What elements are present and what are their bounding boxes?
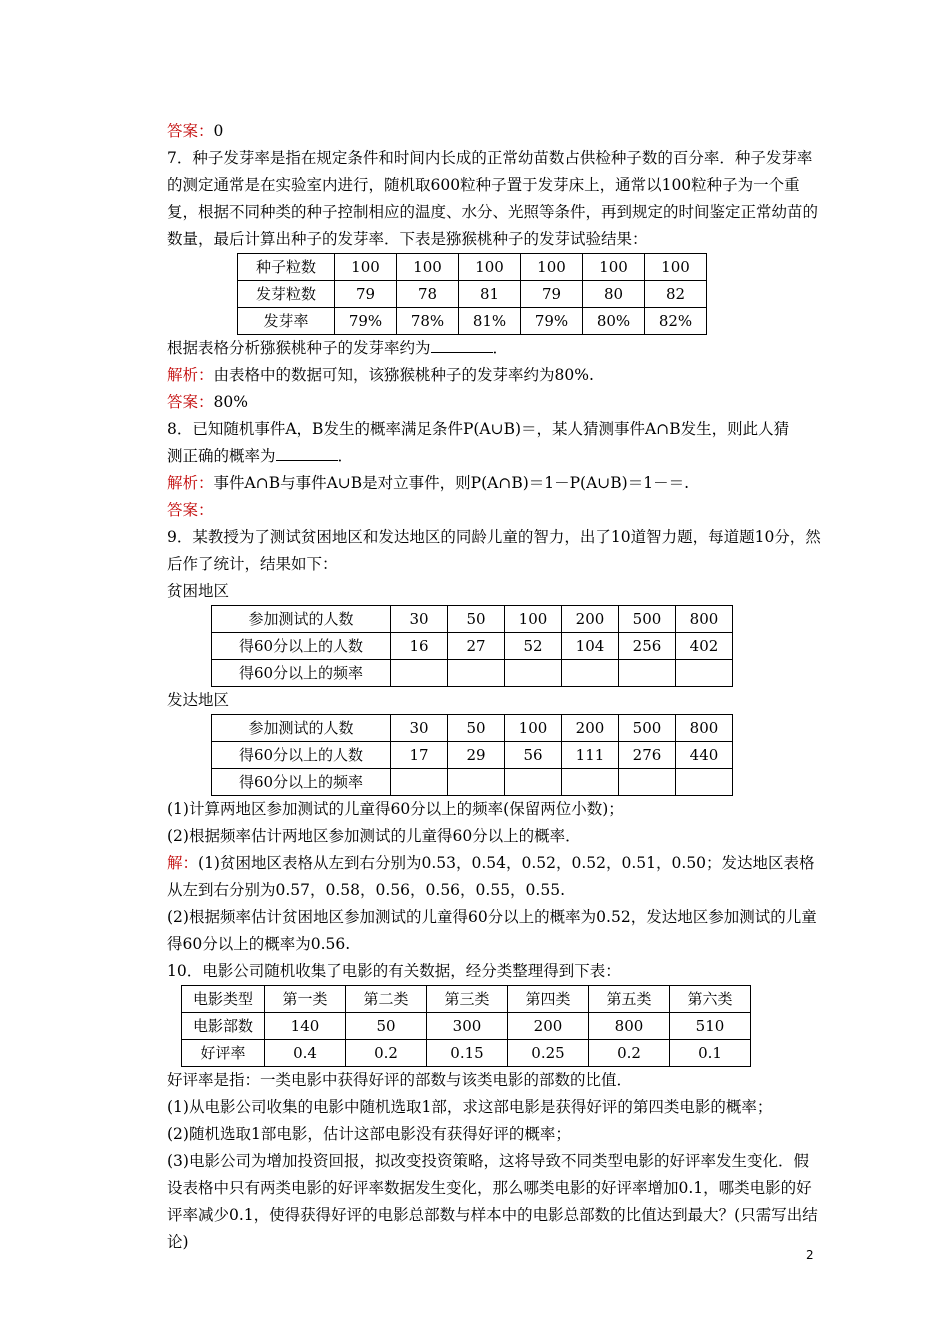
q9-text: 9．某教授为了测试贫困地区和发达地区的同龄儿童的智力，出了10道智力题，每道题10分，然后作了统计，结果如下： xyxy=(167,528,821,573)
q10-note: 好评率是指：一类电影中获得好评的部数与该类电影的部数的比值． xyxy=(167,1071,633,1089)
answer-blank xyxy=(276,446,338,461)
answer-value: 0 xyxy=(213,122,224,140)
table-row: 电影部数 140 50 300 200 800 510 xyxy=(182,1013,751,1040)
answer-label: 答案： xyxy=(167,122,214,140)
table-row: 参加测试的人数 30 50 100 200 500 800 xyxy=(212,606,733,633)
page-number: 2 xyxy=(806,1248,814,1262)
q9-solution1: 解：(1)贫困地区表格从左到右分别为0.53，0.54，0.52，0.52，0.51，0.50；发达地区表格从左到右分别为0.57，0.58，0.56，0.56，0.55，0.55. xyxy=(167,854,815,899)
q8-question: 测正确的概率为 ． xyxy=(167,447,354,465)
table-row: 种子粒数 100 100 100 100 100 100 xyxy=(238,254,707,281)
q10-table xyxy=(181,985,751,1067)
answer-blank xyxy=(431,338,493,353)
q9-region1: 贫困地区 xyxy=(167,582,230,600)
q8-answer: 答案： xyxy=(167,501,214,519)
q9-solution2: (2)根据频率估计贫困地区参加测试的儿童得60分以上的概率为0.52，发达地区参加测试的儿童得60分以上的概率为0.56. xyxy=(167,908,817,953)
table-row: 得60分以上的人数 16 27 52 104 256 402 xyxy=(212,633,733,660)
q9-region2: 发达地区 xyxy=(167,691,230,709)
document-content xyxy=(167,118,824,1256)
table-row: 得60分以上的人数 17 29 56 111 276 440 xyxy=(212,742,733,769)
q7-answer: 答案：80% xyxy=(167,393,248,411)
q7-table xyxy=(237,253,707,335)
q10-sub3: (3)电影公司为增加投资回报，拟改变投资策略，这将导致不同类型电影的好评率发生变化．假设表格中只有两类电影的好评率数据发生变化，那么哪类电影的好评率增加0.1，哪类电影的好评率减少0.1，使得获得好评的电影总部数与样本中的电影总部数的比值达到最大？(只需写出结论) xyxy=(167,1152,818,1251)
table-row: 得60分以上的频率 xyxy=(212,660,733,687)
q10-text: 10．电影公司随机收集了电影的有关数据，经分类整理得到下表： xyxy=(167,962,621,980)
q9-table-developed xyxy=(211,714,733,796)
table-row: 电影类型 第一类 第二类 第三类 第四类 第五类 第六类 xyxy=(182,986,751,1013)
table-row: 得60分以上的频率 xyxy=(212,769,733,796)
q7-analysis: 解析：由表格中的数据可知，该猕猴桃种子的发芽率约为80%. xyxy=(167,366,594,384)
q10-sub2: (2)随机选取1部电影，估计这部电影没有获得好评的概率； xyxy=(167,1125,571,1143)
q9-table-poor xyxy=(211,605,733,687)
q10-sub1: (1)从电影公司收集的电影中随机选取1部，求这部电影是获得好评的第四类电影的概率； xyxy=(167,1098,773,1116)
q8-analysis: 解析：事件A∩B与事件A∪B是对立事件，则P(A∩B)＝1－P(A∪B)＝1－＝. xyxy=(167,474,689,492)
table-row: 好评率 0.4 0.2 0.15 0.25 0.2 0.1 xyxy=(182,1040,751,1067)
q9-sub1: (1)计算两地区参加测试的儿童得60分以上的频率(保留两位小数)； xyxy=(167,800,624,818)
q7-question: 根据表格分析猕猴桃种子的发芽率约为 ． xyxy=(167,339,509,357)
q7-text: 7．种子发芽率是指在规定条件和时间内长成的正常幼苗数占供检种子数的百分率．种子发芽率的测定通常是在实验室内进行，随机取600粒种子置于发芽床上，通常以100粒种子为一个重复，根据不同种类的种子控制相应的温度、水分、光照等条件，再到规定的时间鉴定正常幼苗的数量，最后计算出种子的发芽率．下表是猕猴桃种子的发芽试验结果： xyxy=(167,149,819,248)
q9-sub2: (2)根据频率估计两地区参加测试的儿童得60分以上的概率． xyxy=(167,827,581,845)
table-row: 参加测试的人数 30 50 100 200 500 800 xyxy=(212,715,733,742)
q6-answer xyxy=(167,118,824,145)
table-row: 发芽粒数 79 78 81 79 80 82 xyxy=(238,281,707,308)
table-row: 发芽率 79% 78% 81% 79% 80% 82% xyxy=(238,308,707,335)
q8-text: 8．已知随机事件A，B发生的概率满足条件P(A∪B)＝，某人猜测事件A∩B发生，则此人猜 xyxy=(167,420,790,438)
